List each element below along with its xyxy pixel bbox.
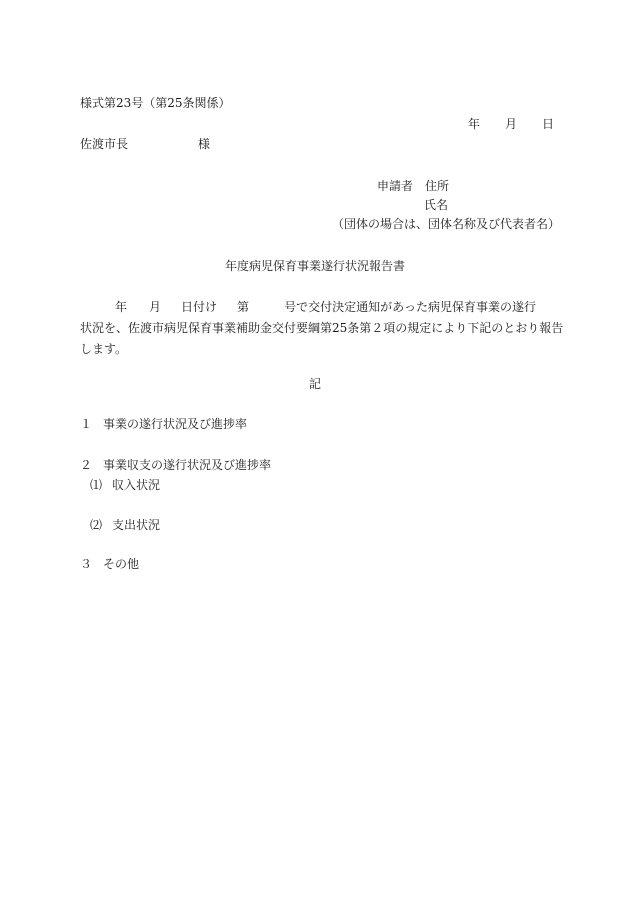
date-day: 日 — [542, 117, 555, 131]
subitem-text: 支出状況 — [112, 518, 161, 532]
sub-list-item — [90, 479, 160, 491]
item-text: 事業収支の遂行状況及び進捗率 — [103, 458, 272, 472]
item-number: ２ — [80, 458, 93, 472]
sub-list-item — [90, 519, 160, 531]
list-item — [80, 418, 247, 430]
address-label: 住所 — [425, 179, 450, 193]
applicant-name-label: 氏名 — [424, 198, 449, 212]
body-line-1 — [80, 297, 552, 318]
list-item — [80, 558, 139, 570]
body-dated: 日付け — [181, 300, 218, 314]
document-title-text: 年度病児保育事業遂行状況報告書 — [224, 259, 405, 273]
body-dai: 第 — [237, 300, 250, 314]
ki-heading: 記 — [308, 377, 321, 391]
list-item — [80, 459, 271, 471]
body-year: 年 — [115, 300, 128, 314]
document-title — [0, 260, 630, 272]
date-month: 月 — [505, 117, 518, 131]
subitem-number: ⑵ — [90, 518, 103, 532]
date-year: 年 — [468, 117, 481, 131]
item-text: 事業の遂行状況及び進捗率 — [103, 417, 248, 431]
date-line — [468, 118, 554, 130]
item-number: １ — [80, 417, 93, 431]
item-text: その他 — [103, 557, 140, 571]
body-line-3: します。 — [80, 342, 128, 356]
recipient-name: 佐渡市長 — [80, 137, 129, 151]
subitem-number: ⑴ — [90, 478, 103, 492]
body-line-2: 状況を、佐渡市病児保育事業補助金交付要綱第25条第２項の規定により下記のとおり報告 — [80, 321, 564, 335]
applicant-label: 申請者 — [377, 179, 414, 193]
recipient-honorific: 様 — [198, 137, 211, 151]
recipient — [80, 138, 210, 150]
item-number: ３ — [80, 557, 93, 571]
applicant-address-row — [377, 180, 449, 192]
body-line1-rest: 号で交付決定通知があった病児保育事業の遂行 — [284, 300, 536, 314]
form-number: 様式第23号（第25条関係） — [80, 96, 231, 110]
body-month: 月 — [149, 300, 162, 314]
body-paragraph — [80, 297, 564, 360]
subitem-text: 収入状況 — [112, 478, 161, 492]
applicant-note: （団体の場合は、団体名称及び代表者名） — [332, 217, 561, 231]
